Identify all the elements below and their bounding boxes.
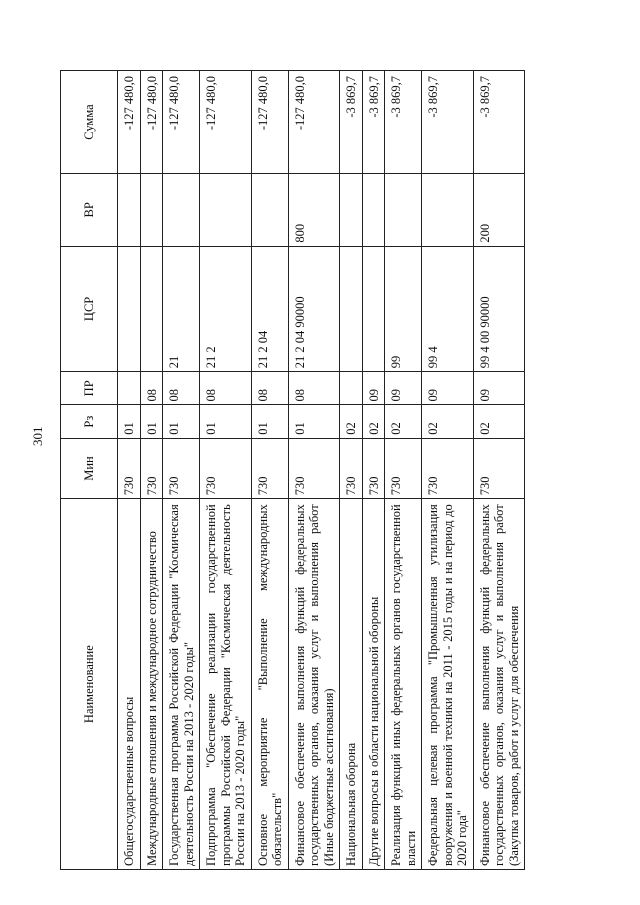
cell-csr (340, 246, 363, 372)
cell-csr: 99 4 00 90000 (473, 246, 525, 372)
table-row (385, 71, 422, 870)
cell-name: Государственная программа Российской Федерации "Космическая деятельность России на 2013 - 2020 годы" (163, 499, 200, 870)
table-row (340, 71, 363, 870)
cell-vr: 200 (473, 173, 525, 246)
cell-rz: 02 (340, 405, 363, 438)
cell-name: Общегосударственные вопросы (118, 499, 141, 870)
cell-pr: 09 (362, 372, 385, 405)
table-row (163, 71, 200, 870)
cell-vr (200, 173, 252, 246)
cell-rz: 02 (385, 405, 422, 438)
cell-vr (422, 173, 474, 246)
cell-min: 730 (251, 438, 288, 499)
cell-min: 730 (340, 438, 363, 499)
cell-csr: 21 2 04 (251, 246, 288, 372)
cell-csr: 21 2 (200, 246, 252, 372)
cell-name: Другие вопросы в области национальной обороны (362, 499, 385, 870)
cell-rz: 01 (288, 405, 340, 438)
cell-pr: 08 (288, 372, 340, 405)
cell-min: 730 (288, 438, 340, 499)
cell-rz: 01 (251, 405, 288, 438)
cell-name: Международные отношения и международное сотрудничество (140, 499, 163, 870)
cell-sum: -127 480,0 (118, 71, 141, 174)
cell-vr: 800 (288, 173, 340, 246)
header-vr: ВР (61, 173, 118, 246)
cell-csr: 99 4 (422, 246, 474, 372)
cell-min: 730 (140, 438, 163, 499)
cell-vr (385, 173, 422, 246)
table-row (140, 71, 163, 870)
cell-csr (118, 246, 141, 372)
cell-min: 730 (200, 438, 252, 499)
header-rz: Рз (61, 405, 118, 438)
cell-vr (140, 173, 163, 246)
cell-name: Федеральная целевая программа "Промышленная утилизация вооружения и военной техники на 2011 - 2015 годы и на период до 2020 года" (422, 499, 474, 870)
table-row (422, 71, 474, 870)
header-sum: Сумма (61, 71, 118, 174)
cell-vr (163, 173, 200, 246)
cell-csr: 99 (385, 246, 422, 372)
cell-sum: -127 480,0 (288, 71, 340, 174)
cell-name: Реализация функций иных федеральных органов государственной власти (385, 499, 422, 870)
cell-csr (362, 246, 385, 372)
table-header (61, 71, 118, 870)
cell-sum: -3 869,7 (385, 71, 422, 174)
cell-sum: -3 869,7 (362, 71, 385, 174)
cell-vr (340, 173, 363, 246)
cell-pr: 08 (200, 372, 252, 405)
cell-pr (118, 372, 141, 405)
cell-pr: 09 (385, 372, 422, 405)
cell-name: Финансовое обеспечение выполнения функций федеральных государственных органов, оказания услуг и выполнения работ (Иные бюджетные ассигнования) (288, 499, 340, 870)
cell-vr (118, 173, 141, 246)
cell-min: 730 (118, 438, 141, 499)
table-row (362, 71, 385, 870)
cell-pr: 08 (140, 372, 163, 405)
cell-name: Подпрограмма "Обеспечение реализации государственной программы Российской Федерации "Космическая деятельность России на 2013 - 2020 годы" (200, 499, 252, 870)
cell-csr: 21 2 04 90000 (288, 246, 340, 372)
table-body (118, 71, 525, 870)
page-number: 301 (30, 426, 45, 446)
cell-name: Основное мероприятие "Выполнение международных обязательств" (251, 499, 288, 870)
header-csr: ЦСР (61, 246, 118, 372)
table-row (288, 71, 340, 870)
cell-pr: 08 (251, 372, 288, 405)
cell-min: 730 (163, 438, 200, 499)
header-pr: ПР (61, 372, 118, 405)
cell-sum: -127 480,0 (251, 71, 288, 174)
cell-csr (140, 246, 163, 372)
cell-rz: 01 (200, 405, 252, 438)
header-name: Наименование (61, 499, 118, 870)
cell-min: 730 (422, 438, 474, 499)
header-min: Мин (61, 438, 118, 499)
cell-vr (362, 173, 385, 246)
rotated-page (60, 70, 588, 870)
cell-csr: 21 (163, 246, 200, 372)
cell-sum: -3 869,7 (340, 71, 363, 174)
table-row (118, 71, 141, 870)
budget-table (60, 70, 525, 870)
cell-name: Национальная оборона (340, 499, 363, 870)
cell-pr: 09 (473, 372, 525, 405)
cell-pr (340, 372, 363, 405)
cell-rz: 01 (140, 405, 163, 438)
cell-sum: -127 480,0 (200, 71, 252, 174)
cell-rz: 01 (163, 405, 200, 438)
cell-min: 730 (362, 438, 385, 499)
cell-sum: -3 869,7 (422, 71, 474, 174)
table-row (200, 71, 252, 870)
cell-vr (251, 173, 288, 246)
cell-sum: -127 480,0 (163, 71, 200, 174)
cell-rz: 01 (118, 405, 141, 438)
cell-rz: 02 (473, 405, 525, 438)
cell-pr: 08 (163, 372, 200, 405)
table-row (473, 71, 525, 870)
cell-rz: 02 (422, 405, 474, 438)
table-row (251, 71, 288, 870)
cell-sum: -3 869,7 (473, 71, 525, 174)
cell-sum: -127 480,0 (140, 71, 163, 174)
cell-min: 730 (385, 438, 422, 499)
cell-name: Финансовое обеспечение выполнения функций федеральных государственных органов, оказания услуг и выполнения работ (Закупка товаров, работ и услуг для обеспечения (473, 499, 525, 870)
cell-min: 730 (473, 438, 525, 499)
cell-pr: 09 (422, 372, 474, 405)
cell-rz: 02 (362, 405, 385, 438)
